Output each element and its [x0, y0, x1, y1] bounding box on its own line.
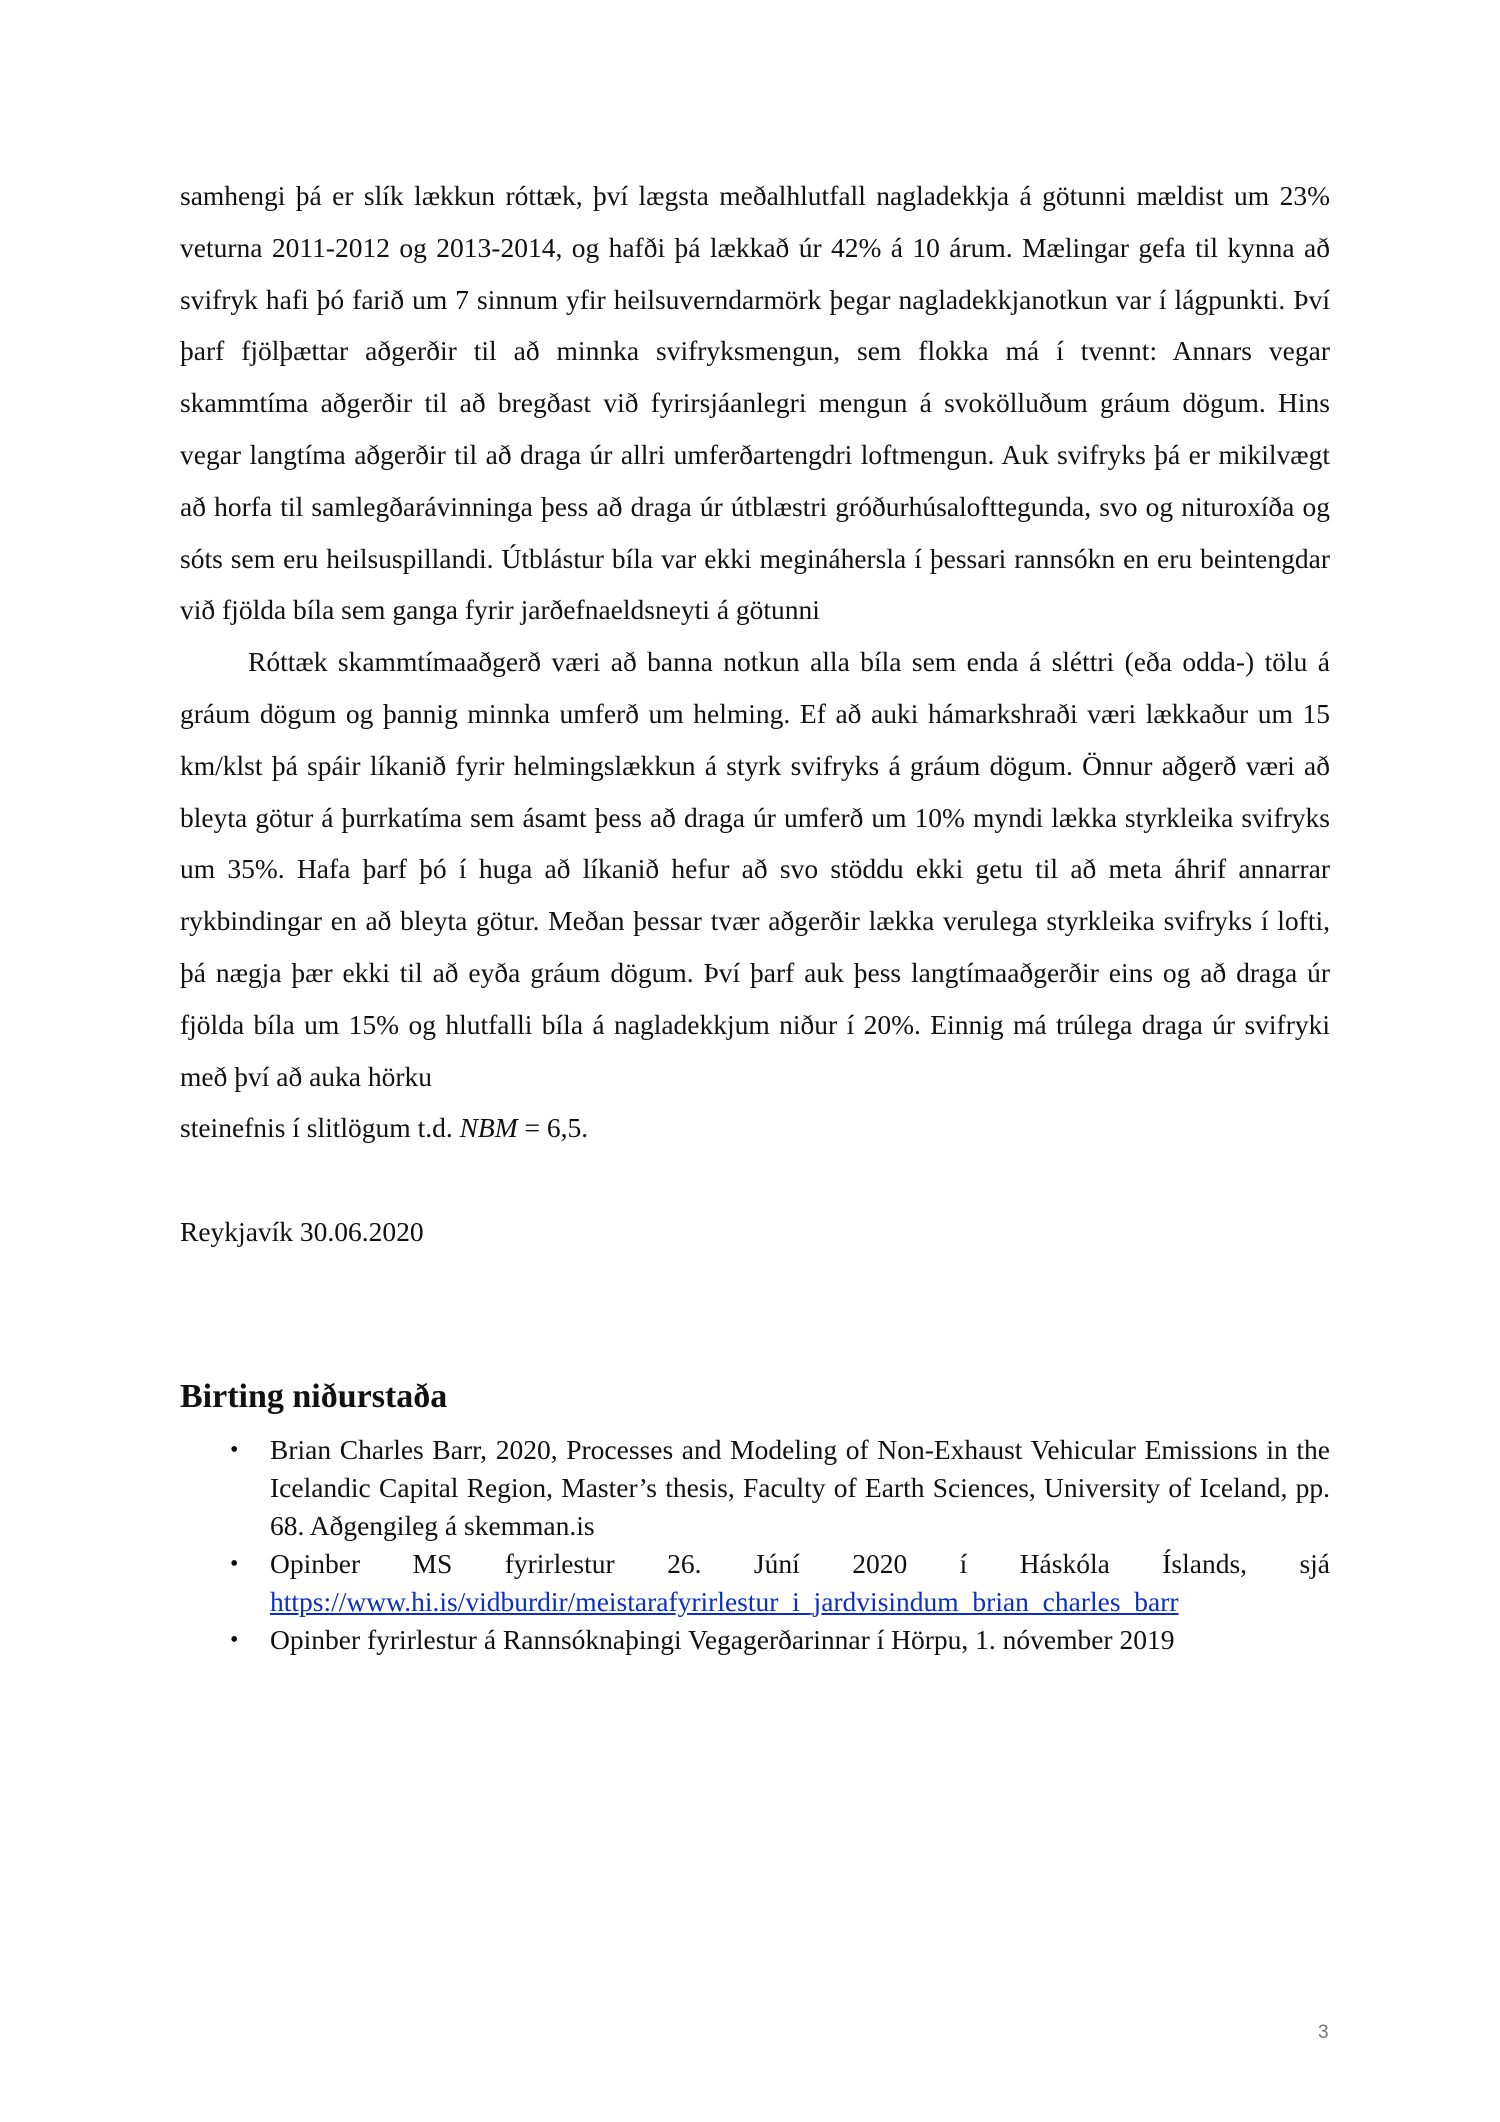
document-page — [180, 170, 1330, 1659]
bullet-icon: • — [230, 1550, 239, 1577]
section-heading: Birting niðurstaða — [180, 1377, 448, 1415]
body-paragraph-2: Róttæk skammtímaaðgerð væri að banna notkun alla bíla sem enda á sléttri (eða odda-) tölu á gráum dögum og þannig minnka umferð um helming. Ef að auki hámarkshraði væri lækkaður um 15 km/klst þá spáir líkanið fyrir helmingslækkun á styrk svifryks á gráum dögum. Önnur aðgerð væri að bleyta götur á þurrkatíma sem ásamt þess að draga úr umferð um 10% myndi lækka styrkleika svifryks um 35%. Hafa þarf þó í huga að líkanið hefur að svo stöddu ekki getu til að meta áhrif annarrar rykbindingar en að bleyta götur. Meðan þessar tvær aðgerðir lækka verulega styrkleika svifryks í lofti, þá nægja þær ekki til að eyða gráum dögum. Því þarf auk þess langtímaaðgerðir eins og að draga úr fjölda bíla um 15% og hlutfalli bíla á nagladekkjum niður í 20%. Einnig má trúlega draga úr svifryki með því að auka hörku — [180, 646, 1330, 1092]
nbm-variable: NBM — [459, 1112, 518, 1144]
bullet-icon: • — [230, 1436, 239, 1463]
place-date: Reykjavík 30.06.2020 — [180, 1216, 424, 1248]
body-paragraph-2-last-line — [180, 1102, 1330, 1154]
lecture-link[interactable]: https://www.hi.is/vidburdir/meistarafyrirlestur_i_jardvisindum_brian_charles_barr — [270, 1585, 1179, 1617]
page-number: 3 — [1318, 2022, 1329, 2043]
publication-item-ms-lecture — [180, 1545, 1330, 1621]
bullet-icon: • — [230, 1626, 239, 1653]
last-line-suffix: = 6,5. — [517, 1112, 589, 1144]
publication-item-text: Opinber MS fyrirlestur 26. Júní 2020 í Háskóla Íslands, sjá — [270, 1547, 1330, 1579]
publication-item-text: Brian Charles Barr, 2020, Processes and Modeling of Non-Exhaust Vehicular Emissions in the Icelandic Capital Region, Master’s thesis, Faculty of Earth Sciences, University of Iceland, pp. 68. Aðgengileg á skemman.is — [270, 1433, 1330, 1541]
publication-item-harpa-lecture — [180, 1621, 1330, 1659]
last-line-prefix: steinefnis í slitlögum t.d. — [180, 1112, 460, 1144]
body-paragraph-1: samhengi þá er slík lækkun róttæk, því lægsta meðalhlutfall nagladekkja á götunni mældist um 23% veturna 2011-2012 og 2013-2014, og hafði þá lækkað úr 42% á 10 árum. Mælingar gefa til kynna að svifryk hafi þó farið um 7 sinnum yfir heilsuverndarmörk þegar nagladekkjanotkun var í lágpunkti. Því þarf fjölþættar aðgerðir til að minnka svifryksmengun, sem flokka má í tvennt: Annars vegar skammtíma aðgerðir til að bregðast við fyrirsjáanlegri mengun á svokölluðum gráum dögum. Hins vegar langtíma aðgerðir til að draga úr allri umferðartengdri loftmengun. Auk svifryks þá er mikilvægt að horfa til samlegðarávinninga þess að draga úr útblæstri gróðurhúsalofttegunda, svo og nituroxíða og sóts sem eru heilsuspillandi. Útblástur bíla var ekki megináhersla í þessari rannsókn en eru beintengdar við fjölda bíla sem ganga fyrir jarðefnaeldsneyti á götunni — [180, 180, 1330, 626]
publication-list — [180, 1431, 1330, 1659]
publication-item-thesis — [180, 1431, 1330, 1545]
publication-item-text: Opinber fyrirlestur á Rannsóknaþingi Vegagerðarinnar í Hörpu, 1. nóvember 2019 — [270, 1623, 1175, 1655]
